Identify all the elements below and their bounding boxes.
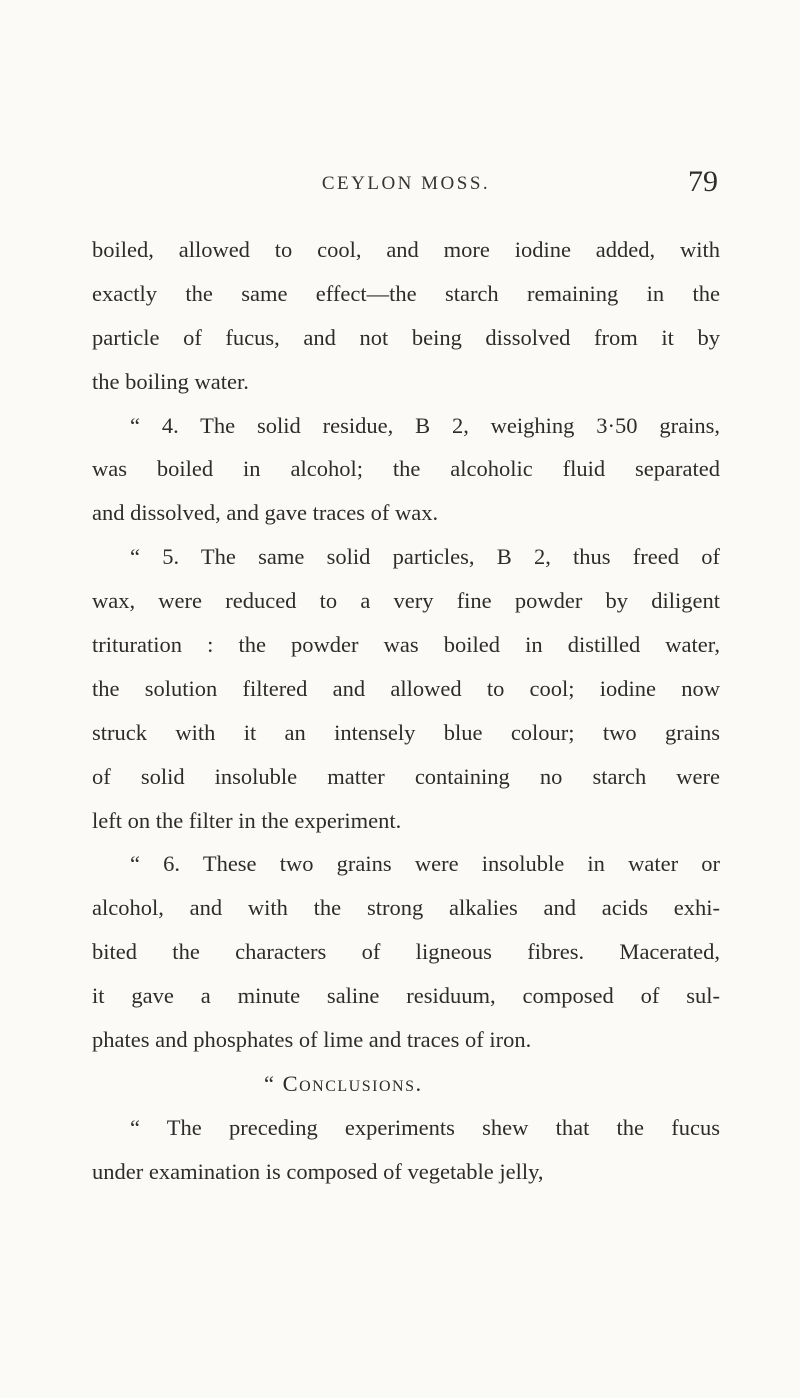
text-line: was boiled in alcohol; the alcoholic fluid separated xyxy=(92,456,720,482)
running-title: CEYLON MOSS. xyxy=(321,173,491,194)
text-line: struck with it an intensely blue colour; two grains xyxy=(92,719,720,745)
text-line: wax, were reduced to a very fine powder by diligent xyxy=(92,588,720,614)
text-line: trituration : the powder was boiled in distilled water, xyxy=(92,632,720,658)
text-line: exactly the same effect—the starch remaining in the xyxy=(92,280,720,306)
section-heading-text: “ Conclusions. xyxy=(264,1070,423,1096)
text-line: it gave a minute saline residuum, composed of sul- xyxy=(92,983,720,1009)
text-line: the boiling water. xyxy=(92,368,249,394)
text-line: left on the filter in the experiment. xyxy=(92,807,402,833)
conclusions-line: “ The preceding experiments shew that the fucus xyxy=(130,1114,720,1140)
text-line: particle of fucus, and not being dissolved from it by xyxy=(92,324,720,350)
body-text xyxy=(92,228,720,1194)
section-heading xyxy=(92,1062,720,1106)
text-line: under examination is composed of vegetable jelly, xyxy=(92,1158,544,1184)
text-line: alcohol, and with the strong alkalies and acids exhi- xyxy=(92,895,720,921)
text-line: phates and phosphates of lime and traces of iron. xyxy=(92,1027,532,1053)
text-line: bited the characters of ligneous fibres. Macerated, xyxy=(92,939,720,965)
page-number: 79 xyxy=(688,165,718,198)
text-line: of solid insoluble matter containing no starch were xyxy=(92,763,720,789)
running-header xyxy=(92,165,720,205)
text-line: and dissolved, and gave traces of wax. xyxy=(92,500,439,526)
paragraph-6-line: “ 6. These two grains were insoluble in water or xyxy=(130,851,720,877)
paragraph-4-line: “ 4. The solid residue, B 2, weighing 3·50 grains, xyxy=(130,412,720,438)
paragraph-5-line: “ 5. The same solid particles, B 2, thus freed of xyxy=(130,544,720,570)
text-line: boiled, allowed to cool, and more iodine added, with xyxy=(92,237,720,262)
text-line: the solution filtered and allowed to cool; iodine now xyxy=(92,675,720,701)
